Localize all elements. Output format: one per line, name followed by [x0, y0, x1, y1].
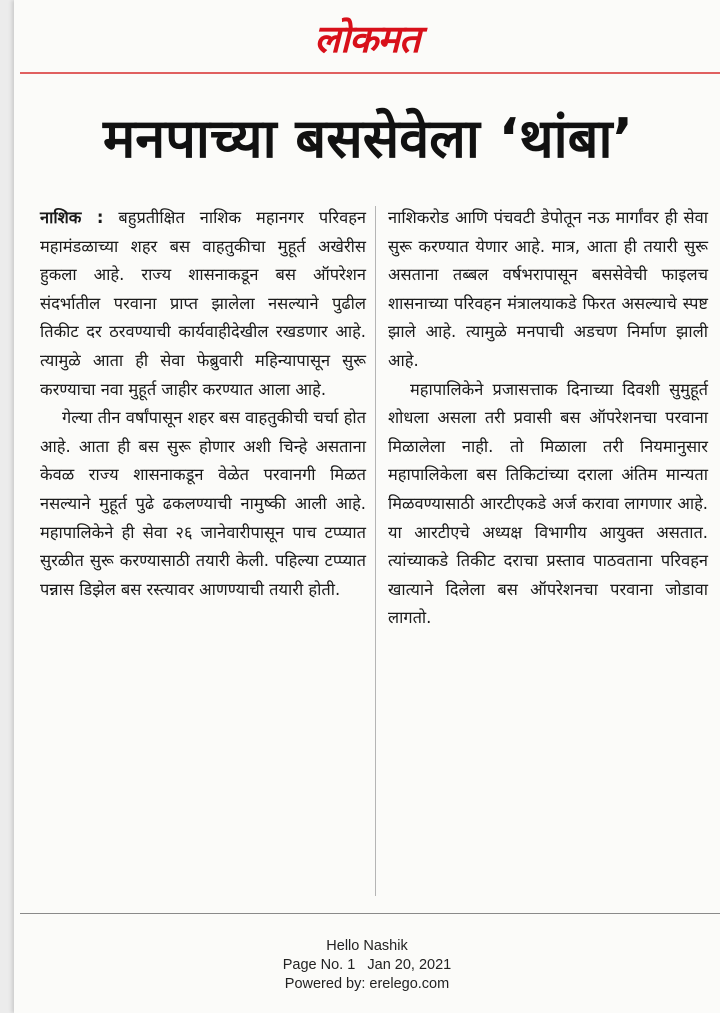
article-paragraph [40, 204, 366, 404]
edition-name: Hello Nashik [326, 938, 408, 954]
clipping-footer [14, 937, 720, 994]
powered-by-link[interactable]: Powered by: erelego.com [284, 976, 450, 992]
paragraph-text: बहुप्रतीक्षित नाशिक महानगर परिवहन महामंडळाच्या शहर बस वाहतुकीचा मुहूर्त अखेरीस हुकला आहे. राज्य शासनाकडून बस ऑपरेशन संदर्भातील परवाना प्राप्त झालेला नसल्याने पुढील तिकीट दर ठरवण्याची कार्यवाहीदेखील रखडणार आहे. त्यामुळे आता ही सेवा फेब्रुवारी महिन्यापासून सुरू करण्याचा नवा मुहूर्त जाहीर करण्यात आला आहे. [40, 208, 367, 399]
masthead-rule [20, 72, 720, 74]
page-and-date: Page No. 1 Jan 20, 2021 [282, 957, 452, 973]
lokmat-logo: लोकमत [314, 16, 420, 61]
column-divider [375, 206, 376, 896]
article-column-right [388, 204, 708, 633]
article-headline: मनपाच्या बससेवेला ‘थांबा’ [102, 107, 633, 170]
article-column-left [40, 204, 366, 604]
article-paragraph: महापालिकेने प्रजासत्ताक दिनाच्या दिवशी सुमुहूर्त शोधला असला तरी प्रवासी बस ऑपरेशनचा परवाना मिळालेला नाही. तो मिळाला तरी नियमानुसार महापालिकेला बस तिकिटांच्या दराला अंतिम मान्यता मिळवण्यासाठी आरटीएकडे अर्ज करावा लागणार आहे. या आरटीएचे अध्यक्ष विभागीय आयुक्त असतात. त्यांच्याकडे तिकीट दराचा प्रस्ताव पाठवताना परिवहन खात्याने दिलेला बस ऑपरेशनचा परवाना जोडावा लागतो. [388, 379, 708, 628]
newspaper-clipping [14, 0, 720, 1013]
footer-rule [20, 913, 720, 914]
dateline: नाशिक : [40, 208, 104, 227]
article-paragraph: नाशिकरोड आणि पंचवटी डेपोतून नऊ मार्गांवर ही सेवा सुरू करण्यात येणार आहे. मात्र, आता ही तयारी सुरू असताना तब्बल वर्षभरापासून बससेवेची फाइलच शासनाच्या परिवहन मंत्रालयाकडे फिरत असल्याचे स्पष्ट झाले आहे. त्यामुळे मनपाची अडचण निर्माण झाली आहे. [388, 208, 708, 370]
article-paragraph: गेल्या तीन वर्षांपासून शहर बस वाहतुकीची चर्चा होत आहे. आता ही बस सुरू होणार अशी चिन्हे असताना केवळ राज्य शासनाकडून वेळेत परवानगी मिळत नसल्याने मुहूर्त पुढे ढकलण्याची नामुष्की आली आहे. महापालिकेने ही सेवा २६ जानेवारीपासून पाच टप्प्यात सुरळीत सुरू करण्यासाठी तयारी केली. पहिल्या टप्प्यात पन्नास डिझेल बस रस्त्यावर आणण्याची तयारी होती. [40, 408, 366, 599]
